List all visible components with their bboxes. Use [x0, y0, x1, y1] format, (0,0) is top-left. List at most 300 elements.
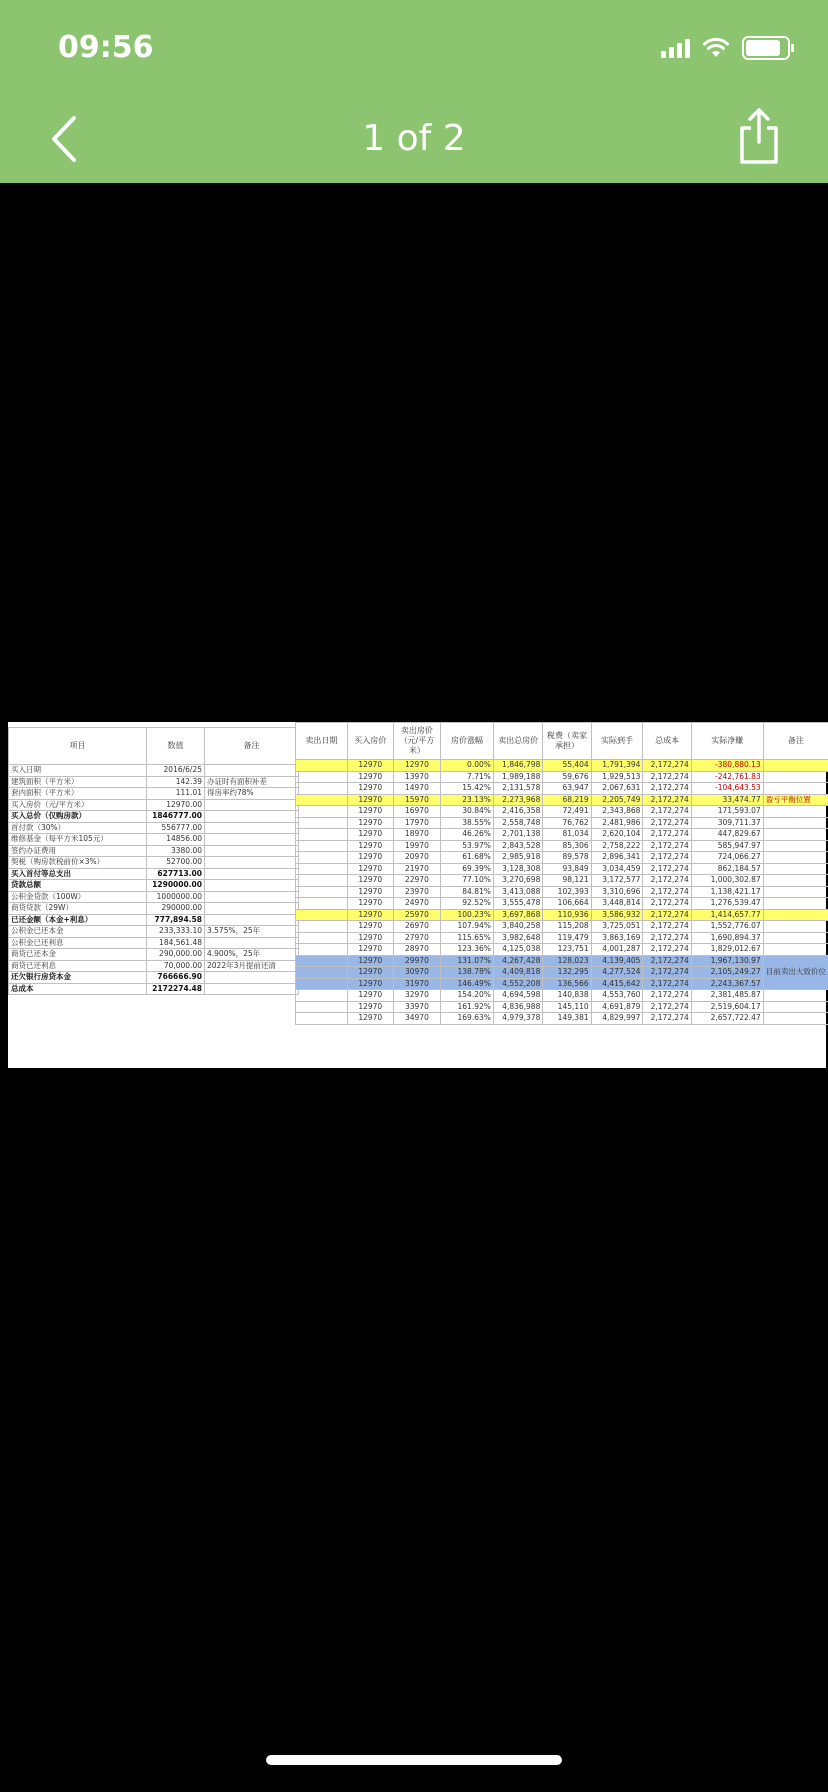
- table-row: [296, 852, 828, 864]
- table-cell-total: 2,985,918: [493, 852, 542, 864]
- table-cell-cost: 2,172,274: [643, 771, 691, 783]
- table-cell-item: 贷款总额: [9, 880, 147, 892]
- table-cell-sell-date: [296, 990, 348, 1002]
- table-cell-sell: 28970: [393, 944, 440, 956]
- table-cell-rise: 77.10%: [441, 875, 494, 887]
- table-cell-buy: 12970: [347, 760, 393, 772]
- table-cell-buy: 12970: [347, 852, 393, 864]
- table-cell-buy: 12970: [347, 783, 393, 795]
- table-cell-cost: 2,172,274: [643, 875, 691, 887]
- header-cell: 卖出房价（元/平方米）: [393, 723, 440, 760]
- table-cell-sell: 32970: [393, 990, 440, 1002]
- table-cell-item: 买入日期: [9, 765, 147, 777]
- table-cell-profit: 1,829,012.67: [691, 944, 763, 956]
- table-cell-tax: 76,762: [543, 817, 591, 829]
- table-cell-note: [763, 921, 828, 933]
- table-row: [296, 1013, 828, 1025]
- table-cell-sell-date: [296, 794, 348, 806]
- table-cell-total: 4,552,208: [493, 978, 542, 990]
- table-row: [9, 834, 299, 846]
- table-cell-note: [763, 944, 828, 956]
- table-cell-sell-date: [296, 955, 348, 967]
- table-cell-sell-date: [296, 909, 348, 921]
- table-row: [296, 760, 828, 772]
- table-cell-value: 14856.00: [147, 834, 205, 846]
- table-cell-buy: 12970: [347, 794, 393, 806]
- header-cell: 总成本: [643, 723, 691, 760]
- table-cell-total: 4,267,428: [493, 955, 542, 967]
- table-cell-total: 4,409,818: [493, 967, 542, 979]
- table-cell-sell-date: [296, 921, 348, 933]
- table-row: [9, 776, 299, 788]
- table-cell-note: [205, 937, 299, 949]
- table-cell-sell: 33970: [393, 1001, 440, 1013]
- table-cell-cost: 2,172,274: [643, 944, 691, 956]
- table-row: [9, 765, 299, 777]
- table-cell-total: 2,843,528: [493, 840, 542, 852]
- table-row: [296, 932, 828, 944]
- table-cell-value: 290000.00: [147, 903, 205, 915]
- table-cell-note: [763, 783, 828, 795]
- table-cell-sell: 18970: [393, 829, 440, 841]
- table-cell-note: [763, 863, 828, 875]
- table-row: [296, 909, 828, 921]
- table-cell-rise: 131.07%: [441, 955, 494, 967]
- table-cell-rise: 138.78%: [441, 967, 494, 979]
- table-cell-item: 买入房价（元/平方米）: [9, 799, 147, 811]
- table-cell-total: 1,846,798: [493, 760, 542, 772]
- table-cell-buy: 12970: [347, 921, 393, 933]
- table-cell-tax: 85,306: [543, 840, 591, 852]
- table-cell-note: [763, 817, 828, 829]
- table-cell-sell: 29970: [393, 955, 440, 967]
- table-cell-value: 70,000.00: [147, 960, 205, 972]
- table-cell-tax: 140,838: [543, 990, 591, 1002]
- table-cell-rise: 154.20%: [441, 990, 494, 1002]
- table-cell-total: 4,979,378: [493, 1013, 542, 1025]
- table-cell-sell: 24970: [393, 898, 440, 910]
- table-cell-net-in: 1,929,513: [591, 771, 643, 783]
- table-cell-rise: 46.26%: [441, 829, 494, 841]
- table-cell-sell-date: [296, 1001, 348, 1013]
- status-time: 09:56: [58, 30, 154, 65]
- table-header-row: [9, 728, 299, 765]
- table-cell-cost: 2,172,274: [643, 840, 691, 852]
- table-cell-net-in: 3,725,051: [591, 921, 643, 933]
- table-cell-total: 3,413,088: [493, 886, 542, 898]
- table-cell-sell: 14970: [393, 783, 440, 795]
- table-cell-net-in: 3,448,814: [591, 898, 643, 910]
- table-cell-net-in: 2,620,104: [591, 829, 643, 841]
- table-cell-net-in: 4,001,287: [591, 944, 643, 956]
- table-cell-note: [763, 886, 828, 898]
- table-cell-net-in: 4,829,997: [591, 1013, 643, 1025]
- table-cell-tax: 110,936: [543, 909, 591, 921]
- table-cell-item: 公积金已还本金: [9, 926, 147, 938]
- table-cell-net-in: 1,791,394: [591, 760, 643, 772]
- table-cell-cost: 2,172,274: [643, 794, 691, 806]
- table-cell-note: [763, 760, 828, 772]
- table-cell-note: [205, 914, 299, 926]
- table-cell-value: 1290000.00: [147, 880, 205, 892]
- table-cell-net-in: 4,415,642: [591, 978, 643, 990]
- table-cell-buy: 12970: [347, 955, 393, 967]
- table-cell-profit: 724,066.27: [691, 852, 763, 864]
- table-cell-value: 2016/6/25: [147, 765, 205, 777]
- table-cell-buy: 12970: [347, 863, 393, 875]
- table-cell-note: [205, 891, 299, 903]
- table-cell-note: [205, 834, 299, 846]
- table-cell-item: 签约办证费用: [9, 845, 147, 857]
- table-cell-note: [205, 983, 299, 995]
- table-cell-tax: 81,034: [543, 829, 591, 841]
- table-cell-value: 3380.00: [147, 845, 205, 857]
- table-cell-note: [205, 972, 299, 984]
- table-row: [9, 926, 299, 938]
- table-cell-tax: 149,381: [543, 1013, 591, 1025]
- table-cell-item: 维修基金（每平方米105元）: [9, 834, 147, 846]
- table-row: [9, 960, 299, 972]
- table-cell-total: 2,558,748: [493, 817, 542, 829]
- table-row: [296, 955, 828, 967]
- share-icon[interactable]: [734, 106, 784, 166]
- table-cell-sell: 34970: [393, 1013, 440, 1025]
- table-cell-sell: 23970: [393, 886, 440, 898]
- table-cell-tax: 93,849: [543, 863, 591, 875]
- table-cell-profit: 1,967,130.97: [691, 955, 763, 967]
- table-cell-profit: 2,657,722.47: [691, 1013, 763, 1025]
- table-cell-value: 290,000.00: [147, 949, 205, 961]
- table-cell-profit: 2,243,367.57: [691, 978, 763, 990]
- table-cell-total: 1,989,188: [493, 771, 542, 783]
- table-cell-total: 3,697,868: [493, 909, 542, 921]
- header-cell: 卖出总房价: [493, 723, 542, 760]
- table-cell-sell-date: [296, 898, 348, 910]
- table-cell-tax: 132,295: [543, 967, 591, 979]
- table-cell-total: 3,128,308: [493, 863, 542, 875]
- table-cell-total: 3,840,258: [493, 921, 542, 933]
- table-cell-item: 套内面积（平方米）: [9, 788, 147, 800]
- table-row: [9, 903, 299, 915]
- status-icons: [661, 36, 790, 60]
- table-cell-note: 盈亏平衡位置: [763, 794, 828, 806]
- cost-summary-table: [8, 727, 299, 995]
- table-cell-net-in: 4,277,524: [591, 967, 643, 979]
- table-cell-sell: 22970: [393, 875, 440, 887]
- header-cell: 买入房价: [347, 723, 393, 760]
- table-cell-note: [763, 898, 828, 910]
- table-cell-item: 契税（购房款税前价×3%）: [9, 857, 147, 869]
- table-cell-tax: 89,578: [543, 852, 591, 864]
- table-cell-sell-date: [296, 944, 348, 956]
- table-cell-rise: 146.49%: [441, 978, 494, 990]
- table-cell-note: 2022年3月提前还清: [205, 960, 299, 972]
- table-cell-sell: 15970: [393, 794, 440, 806]
- table-cell-tax: 128,023: [543, 955, 591, 967]
- table-row: [296, 886, 828, 898]
- table-cell-note: [763, 875, 828, 887]
- table-cell-value: 142.39: [147, 776, 205, 788]
- table-cell-profit: 1,276,539.47: [691, 898, 763, 910]
- table-row: [296, 978, 828, 990]
- table-cell-cost: 2,172,274: [643, 829, 691, 841]
- table-cell-value: 111.01: [147, 788, 205, 800]
- table-cell-net-in: 3,863,169: [591, 932, 643, 944]
- table-cell-value: 12970.00: [147, 799, 205, 811]
- table-cell-buy: 12970: [347, 886, 393, 898]
- table-cell-profit: 1,138,421.17: [691, 886, 763, 898]
- table-row: [296, 921, 828, 933]
- table-cell-note: [763, 840, 828, 852]
- table-row: [296, 967, 828, 979]
- table-cell-note: 办证时有面积补差: [205, 776, 299, 788]
- table-cell-rise: 61.68%: [441, 852, 494, 864]
- table-cell-value: 184,561.48: [147, 937, 205, 949]
- table-cell-tax: 145,110: [543, 1001, 591, 1013]
- table-cell-buy: 12970: [347, 829, 393, 841]
- table-cell-profit: 2,105,249.27: [691, 967, 763, 979]
- table-cell-sell: 26970: [393, 921, 440, 933]
- table-cell-tax: 98,121: [543, 875, 591, 887]
- table-cell-sell-date: [296, 863, 348, 875]
- table-cell-note: [763, 806, 828, 818]
- table-cell-rise: 15.42%: [441, 783, 494, 795]
- table-cell-item: 买入总价（仅购房款）: [9, 811, 147, 823]
- table-cell-sell-date: [296, 852, 348, 864]
- table-cell-tax: 68,219: [543, 794, 591, 806]
- table-cell-buy: 12970: [347, 978, 393, 990]
- table-cell-note: [205, 857, 299, 869]
- table-cell-rise: 92.52%: [441, 898, 494, 910]
- table-row: [296, 944, 828, 956]
- table-cell-total: 3,270,698: [493, 875, 542, 887]
- table-cell-net-in: 3,586,932: [591, 909, 643, 921]
- table-row: [9, 983, 299, 995]
- table-row: [296, 817, 828, 829]
- table-cell-rise: 169.63%: [441, 1013, 494, 1025]
- table-cell-net-in: 2,896,341: [591, 852, 643, 864]
- table-cell-sell: 21970: [393, 863, 440, 875]
- table-row: [9, 868, 299, 880]
- table-cell-rise: 123.36%: [441, 944, 494, 956]
- table-cell-total: 3,555,478: [493, 898, 542, 910]
- table-cell-profit: 1,690,894.37: [691, 932, 763, 944]
- table-cell-cost: 2,172,274: [643, 921, 691, 933]
- table-cell-net-in: 3,310,696: [591, 886, 643, 898]
- table-cell-cost: 2,172,274: [643, 783, 691, 795]
- table-cell-cost: 2,172,274: [643, 978, 691, 990]
- table-cell-note: 3.575%，25年: [205, 926, 299, 938]
- table-cell-item: 总成本: [9, 983, 147, 995]
- table-cell-cost: 2,172,274: [643, 1001, 691, 1013]
- table-cell-value: 627713.00: [147, 868, 205, 880]
- table-cell-tax: 55,404: [543, 760, 591, 772]
- table-cell-item: 已还金额（本金+利息）: [9, 914, 147, 926]
- spreadsheet-image: [8, 722, 826, 1068]
- table-cell-tax: 136,566: [543, 978, 591, 990]
- table-cell-rise: 38.55%: [441, 817, 494, 829]
- header-cell: 实际到手: [591, 723, 643, 760]
- table-cell-cost: 2,172,274: [643, 852, 691, 864]
- table-cell-net-in: 4,139,405: [591, 955, 643, 967]
- table-row: [9, 811, 299, 823]
- table-cell-note: [205, 868, 299, 880]
- table-cell-item: 商贷贷款（29W）: [9, 903, 147, 915]
- table-cell-buy: 12970: [347, 771, 393, 783]
- header-cell: 备注: [763, 723, 828, 760]
- table-cell-net-in: 4,553,760: [591, 990, 643, 1002]
- table-row: [9, 845, 299, 857]
- table-cell-item: 还欠银行房贷本金: [9, 972, 147, 984]
- table-row: [296, 898, 828, 910]
- table-cell-tax: 123,751: [543, 944, 591, 956]
- wifi-icon: [702, 37, 730, 59]
- table-cell-cost: 2,172,274: [643, 1013, 691, 1025]
- table-cell-buy: 12970: [347, 944, 393, 956]
- table-cell-sell-date: [296, 806, 348, 818]
- table-cell-sell-date: [296, 886, 348, 898]
- table-cell-rise: 115.65%: [441, 932, 494, 944]
- sale-scenario-table: [295, 722, 828, 1025]
- table-cell-item: 首付款（30%）: [9, 822, 147, 834]
- table-cell-total: 4,694,598: [493, 990, 542, 1002]
- table-cell-tax: 106,664: [543, 898, 591, 910]
- table-cell-sell-date: [296, 760, 348, 772]
- table-cell-cost: 2,172,274: [643, 955, 691, 967]
- table-cell-item: 公积金已还利息: [9, 937, 147, 949]
- table-cell-sell-date: [296, 932, 348, 944]
- table-cell-sell-date: [296, 817, 348, 829]
- table-cell-note: [205, 845, 299, 857]
- table-cell-sell-date: [296, 829, 348, 841]
- table-cell-profit: 447,829.67: [691, 829, 763, 841]
- table-cell-note: [763, 829, 828, 841]
- table-cell-total: 4,125,038: [493, 944, 542, 956]
- table-cell-rise: 69.39%: [441, 863, 494, 875]
- header-cell: 卖出日期: [296, 723, 348, 760]
- table-cell-rise: 7.71%: [441, 771, 494, 783]
- table-row: [9, 891, 299, 903]
- table-cell-note: [763, 990, 828, 1002]
- table-cell-tax: 115,208: [543, 921, 591, 933]
- table-cell-rise: 23.13%: [441, 794, 494, 806]
- table-cell-net-in: 3,034,459: [591, 863, 643, 875]
- table-cell-net-in: 2,758,222: [591, 840, 643, 852]
- table-row: [296, 783, 828, 795]
- table-cell-net-in: 2,343,868: [591, 806, 643, 818]
- cellular-signal-icon: [661, 39, 690, 58]
- table-cell-tax: 72,491: [543, 806, 591, 818]
- table-cell-note: 4.900%，25年: [205, 949, 299, 961]
- table-cell-sell-date: [296, 771, 348, 783]
- header-cell: 项目: [9, 728, 147, 765]
- table-cell-sell: 31970: [393, 978, 440, 990]
- table-row: [9, 788, 299, 800]
- table-row: [9, 949, 299, 961]
- table-cell-buy: 12970: [347, 806, 393, 818]
- table-row: [9, 937, 299, 949]
- table-cell-cost: 2,172,274: [643, 967, 691, 979]
- table-cell-total: 2,273,968: [493, 794, 542, 806]
- table-row: [296, 875, 828, 887]
- table-cell-tax: 63,947: [543, 783, 591, 795]
- table-cell-profit: 1,000,302.87: [691, 875, 763, 887]
- table-cell-profit: 2,519,604.17: [691, 1001, 763, 1013]
- table-row: [9, 914, 299, 926]
- table-cell-item: 买入首付等总支出: [9, 868, 147, 880]
- header-cell: 税费（卖家承担）: [543, 723, 591, 760]
- table-row: [296, 829, 828, 841]
- table-cell-tax: 119,479: [543, 932, 591, 944]
- table-cell-value: 1846777.00: [147, 811, 205, 823]
- table-cell-sell: 13970: [393, 771, 440, 783]
- table-cell-note: [205, 903, 299, 915]
- table-cell-note: [763, 771, 828, 783]
- table-cell-total: 2,416,358: [493, 806, 542, 818]
- table-cell-sell-date: [296, 1013, 348, 1025]
- table-cell-profit: -104,643.53: [691, 783, 763, 795]
- table-cell-sell-date: [296, 875, 348, 887]
- table-cell-buy: 12970: [347, 1013, 393, 1025]
- table-cell-tax: 59,676: [543, 771, 591, 783]
- table-cell-cost: 2,172,274: [643, 760, 691, 772]
- table-cell-cost: 2,172,274: [643, 886, 691, 898]
- top-bar: [0, 0, 828, 183]
- table-cell-buy: 12970: [347, 1001, 393, 1013]
- header-cell: 实际净赚: [691, 723, 763, 760]
- table-cell-value: 777,894.58: [147, 914, 205, 926]
- table-cell-profit: 1,552,776.07: [691, 921, 763, 933]
- table-cell-note: 得房率约78%: [205, 788, 299, 800]
- table-cell-note: [763, 932, 828, 944]
- table-cell-note: [205, 811, 299, 823]
- table-cell-buy: 12970: [347, 898, 393, 910]
- table-cell-profit: 862,184.57: [691, 863, 763, 875]
- table-row: [9, 799, 299, 811]
- table-cell-item: 商贷已还利息: [9, 960, 147, 972]
- table-row: [9, 972, 299, 984]
- table-cell-value: 52700.00: [147, 857, 205, 869]
- table-cell-note: [205, 799, 299, 811]
- table-cell-cost: 2,172,274: [643, 909, 691, 921]
- table-row: [296, 806, 828, 818]
- table-cell-profit: 1,414,657.77: [691, 909, 763, 921]
- table-cell-sell: 25970: [393, 909, 440, 921]
- table-row: [296, 863, 828, 875]
- table-cell-value: 2172274.48: [147, 983, 205, 995]
- table-cell-value: 766666.90: [147, 972, 205, 984]
- table-cell-cost: 2,172,274: [643, 806, 691, 818]
- table-cell-profit: 585,947.97: [691, 840, 763, 852]
- table-cell-note: [205, 880, 299, 892]
- table-cell-note: [763, 852, 828, 864]
- table-cell-rise: 107.94%: [441, 921, 494, 933]
- table-cell-value: 556777.00: [147, 822, 205, 834]
- table-cell-item: 商贷已还本金: [9, 949, 147, 961]
- table-row: [296, 794, 828, 806]
- home-indicator[interactable]: [266, 1755, 562, 1765]
- table-cell-sell-date: [296, 840, 348, 852]
- table-cell-note: [205, 822, 299, 834]
- table-cell-net-in: 2,481,986: [591, 817, 643, 829]
- table-cell-value: 1000000.00: [147, 891, 205, 903]
- table-cell-buy: 12970: [347, 932, 393, 944]
- table-cell-total: 2,701,138: [493, 829, 542, 841]
- table-cell-total: 3,982,648: [493, 932, 542, 944]
- table-row: [9, 857, 299, 869]
- table-cell-rise: 53.97%: [441, 840, 494, 852]
- table-cell-net-in: 4,691,879: [591, 1001, 643, 1013]
